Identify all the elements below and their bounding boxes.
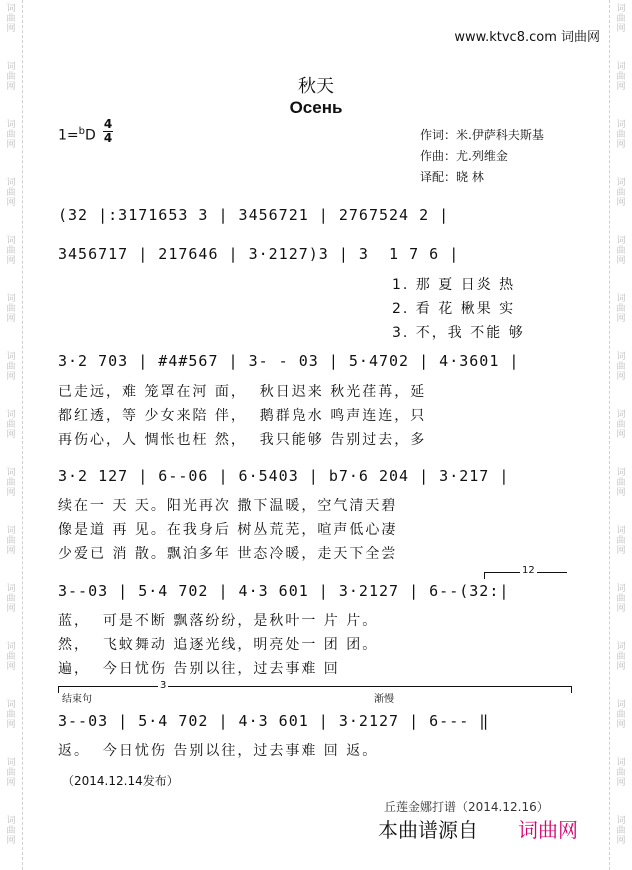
lyric-line-3-3: 再伤心，人 惆怅也枉 然， 我只能够 告别过去，多: [58, 432, 427, 448]
watermark-text: 词 曲 网: [6, 178, 16, 208]
watermark-text: 词 曲 网: [616, 236, 626, 266]
watermark-text: 词 曲 网: [616, 352, 626, 382]
verse-label-1: 1. 那 夏 日炎 热: [392, 277, 516, 293]
site-url[interactable]: www.ktvc8.com 词曲网: [454, 30, 600, 45]
watermark-text: 词 曲 网: [616, 642, 626, 672]
lyric-line-3-2: 都红透，等 少女来陪 伴， 鹅群凫水 鸣声连连，只: [58, 408, 427, 424]
watermark-text: 词 曲 网: [6, 352, 16, 382]
watermark-text: 词 曲 网: [616, 816, 626, 846]
watermark-text: 词 曲 网: [6, 642, 16, 672]
volta-number: 12: [522, 565, 535, 576]
watermark-text: 词 曲 网: [6, 758, 16, 788]
left-watermark-column: [0, 0, 23, 870]
watermark-text: 词 曲 网: [6, 816, 16, 846]
watermark-text: 词 曲 网: [6, 584, 16, 614]
ending-label: 结束句: [62, 694, 92, 705]
watermark-text: 词 曲 网: [6, 62, 16, 92]
watermark-text: 词 曲 网: [6, 410, 16, 440]
watermark-text: 词 曲 网: [6, 4, 16, 34]
publish-date: （2014.12.14发布）: [62, 774, 179, 788]
watermark-text: 词 曲 网: [616, 4, 626, 34]
ending-bracket: [58, 686, 572, 693]
watermark-text: 词 曲 网: [6, 526, 16, 556]
lyric-line-4-2: 像是道 再 见。在我身后 树丛荒芜，喧声低心凄: [58, 522, 398, 538]
brand-site-link[interactable]: 词曲网: [518, 818, 578, 842]
watermark-text: 词 曲 网: [6, 700, 16, 730]
flat-sign: b: [78, 126, 85, 137]
notation-line-5: 3--03 | 5·4 702 | 4·3 601 | 3·2127 | 6--(32:|: [58, 582, 510, 600]
tempo-mark: 渐慢: [374, 694, 394, 705]
lyric-line-6: 返。 今日忧伤 告别以往，过去事难 回 返。: [58, 743, 379, 759]
notation-line-2: 3456717 | 217646 | 3·2127)3 | 3 1 7 6 |: [58, 245, 460, 263]
watermark-text: 词 曲 网: [616, 178, 626, 208]
watermark-text: 词 曲 网: [616, 758, 626, 788]
ending-volta-number: 3: [160, 680, 167, 691]
verse-label-3: 3. 不，我 不能 够: [392, 325, 525, 341]
time-signature: [103, 118, 113, 145]
translator-credit: 译配：晓 林: [420, 170, 484, 184]
watermark-text: 词 曲 网: [616, 526, 626, 556]
lyric-line-4-1: 续在一 天 天。阳光再次 撒下温暖，空气清天碧: [58, 498, 398, 514]
lyric-line-5-1: 蓝， 可是不断 飘落纷纷，是秋叶一 片 片。: [58, 613, 379, 629]
verse-label-2: 2. 看 花 楸果 实: [392, 301, 516, 317]
watermark-text: 词 曲 网: [6, 468, 16, 498]
brand-source-text: 本曲谱源自: [378, 818, 478, 842]
lyric-line-5-2: 然， 飞蚊舞动 追逐光线，明亮处一 团 团。: [58, 637, 379, 653]
song-title-russian: Осень: [289, 98, 343, 117]
watermark-text: 词 曲 网: [616, 120, 626, 150]
watermark-text: 词 曲 网: [6, 120, 16, 150]
lyric-line-5-3: 遍， 今日忧伤 告别以往，过去事难 回: [58, 661, 340, 677]
composer-credit: 作曲：尤.列维金: [420, 149, 508, 163]
lyricist-credit: 作词：米.伊萨科夫斯基: [420, 128, 544, 142]
notation-line-6: 3--03 | 5·4 702 | 4·3 601 | 3·2127 | 6--- ‖: [58, 712, 490, 730]
watermark-text: 词 曲 网: [616, 584, 626, 614]
watermark-text: 词 曲 网: [6, 294, 16, 324]
notation-line-1: (32 |:3171653 3 | 3456721 | 2767524 2 |: [58, 206, 450, 224]
watermark-text: 词 曲 网: [616, 294, 626, 324]
typeset-credit: 丘莲金娜打谱（2014.12.16）: [384, 800, 549, 814]
watermark-text: 词 曲 网: [616, 700, 626, 730]
notation-line-4: 3·2 127 | 6--06 | 6·5403 | b7·6 204 | 3·217 |: [58, 467, 510, 485]
time-denominator: 4: [103, 131, 113, 145]
key-signature: [58, 126, 96, 144]
key-tonic: D: [85, 127, 96, 144]
song-title-chinese: 秋天: [298, 76, 334, 97]
lyric-line-4-3: 少爱已 消 散。飘泊多年 世态冷暖，走天下全尝: [58, 546, 398, 562]
notation-line-3: 3·2 703 | #4#567 | 3- - 03 | 5·4702 | 4·3601 |: [58, 352, 520, 370]
watermark-text: 词 曲 网: [616, 468, 626, 498]
right-watermark-column: [609, 0, 632, 870]
watermark-text: 词 曲 网: [616, 62, 626, 92]
key-prefix: 1=: [58, 127, 79, 144]
watermark-text: 词 曲 网: [616, 410, 626, 440]
lyric-line-3-1: 已走远，难 笼罩在河 面， 秋日迟来 秋光荏苒，延: [58, 384, 427, 400]
watermark-text: 词 曲 网: [6, 236, 16, 266]
time-numerator: 4: [103, 117, 113, 131]
